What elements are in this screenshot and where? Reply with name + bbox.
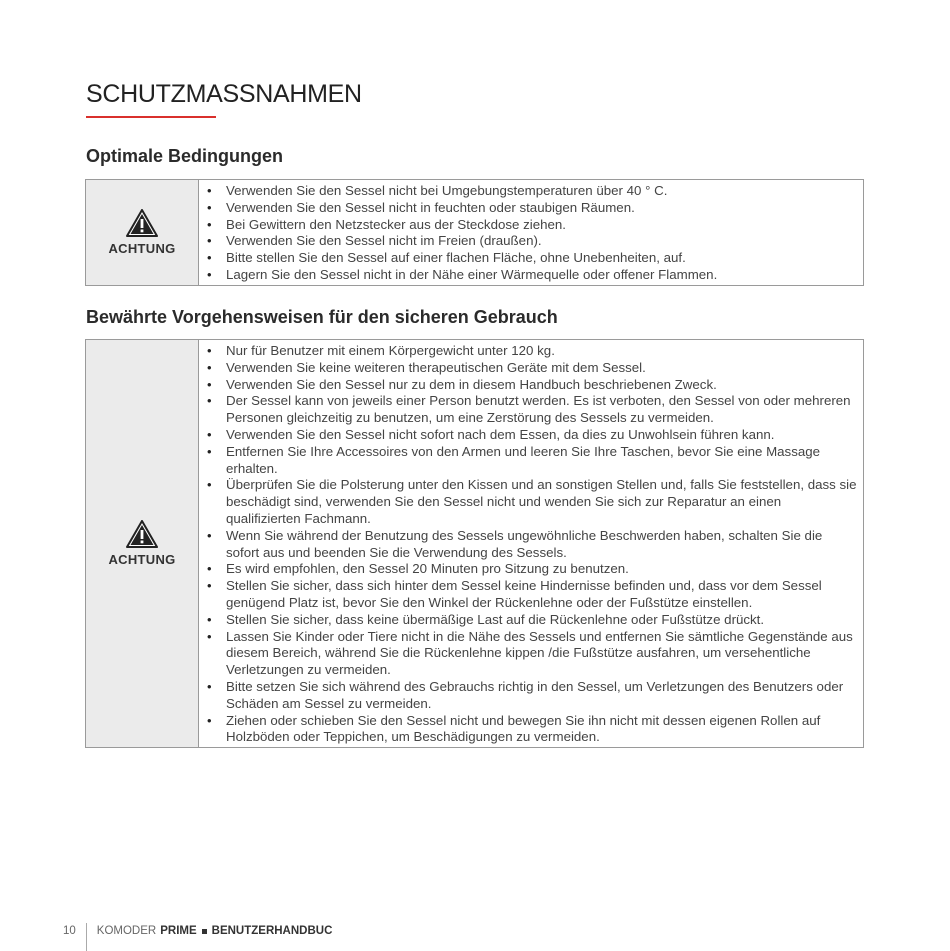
footer-brand: KOMODER [96, 925, 157, 937]
list-item: • Bitte setzen Sie sich während des Gebrauchs richtig in den Sessel, um Verletzungen des Benutzers oder Schäden am Sessel zu vermeiden. [205, 679, 857, 713]
warning-content [199, 180, 863, 285]
warning-content [199, 340, 863, 747]
list-item: • Nur für Benutzer mit einem Körpergewicht unter 120 kg. [205, 343, 857, 360]
list-item: • Verwenden Sie den Sessel nicht sofort nach dem Essen, da dies zu Unwohlsein führen kann. [205, 427, 857, 444]
warning-triangle-icon [126, 209, 158, 237]
page-title: SCHUTZMASSNAHMEN [86, 80, 362, 108]
list-item: • Überprüfen Sie die Polsterung unter den Kissen und an sonstigen Stellen und, falls Sie feststellen, dass sie beschädigt sind, verwenden Sie den Sessel nicht und wenden Sie sich zur Reparatur an einen qualifizierten Fachmann. [205, 477, 857, 527]
section-heading-optimal-conditions: Optimale Bedingungen [86, 146, 284, 166]
warning-label: ACHTUNG [108, 241, 176, 256]
bullet-list [205, 343, 857, 746]
list-item: • Lassen Sie Kinder oder Tiere nicht in die Nähe des Sessels und entfernen Sie sämtliche Gegenstände aus diesem Bereich, während Sie die Rückenlehne kippen /die Fußstütze ausfahren, um versehentliche Verletzungen zu vermeiden. [205, 629, 857, 679]
section-heading-safe-use: Bewährte Vorgehensweisen für den sicheren Gebrauch [86, 307, 558, 327]
list-item: • Stellen Sie sicher, dass keine übermäßige Last auf die Rückenlehne oder Fußstütze drückt. [205, 612, 857, 629]
list-item: • Verwenden Sie den Sessel nicht im Freien (draußen). [205, 233, 857, 250]
warning-label-cell [86, 340, 199, 747]
page-number: 10 [63, 925, 76, 937]
list-item: • Es wird empfohlen, den Sessel 20 Minuten pro Sitzung zu benutzen. [205, 561, 857, 578]
warning-triangle-icon [126, 520, 158, 548]
warning-box-safe-use [85, 339, 864, 748]
footer-model: PRIME [160, 925, 197, 937]
list-item: • Verwenden Sie keine weiteren therapeutischen Geräte mit dem Sessel. [205, 360, 857, 377]
list-item: • Verwenden Sie den Sessel nicht bei Umgebungstemperaturen über 40 ° C. [205, 183, 857, 200]
list-item: • Entfernen Sie Ihre Accessoires von den Armen und leeren Sie Ihre Taschen, bevor Sie eine Massage erhalten. [205, 444, 857, 478]
list-item: • Wenn Sie während der Benutzung des Sessels ungewöhnliche Beschwerden haben, schalten Sie die sofort aus und beenden Sie die Verwendung des Sessels. [205, 528, 857, 562]
warning-label: ACHTUNG [108, 552, 176, 567]
footer-divider [86, 923, 87, 951]
list-item: • Verwenden Sie den Sessel nicht in feuchten oder staubigen Räumen. [205, 200, 857, 217]
page-footer [63, 917, 332, 945]
list-item: • Stellen Sie sicher, dass sich hinter dem Sessel keine Hindernisse befinden und, dass vor dem Sessel genügend Platz ist, bevor Sie den Winkel der Rückenlehne oder der Fußstütze einstellen. [205, 578, 857, 612]
title-underline [86, 116, 216, 118]
list-item: • Lagern Sie den Sessel nicht in der Nähe einer Wärmequelle oder offener Flammen. [205, 267, 857, 284]
list-item: • Bei Gewittern den Netzstecker aus der Steckdose ziehen. [205, 217, 857, 234]
list-item: • Verwenden Sie den Sessel nur zu dem in diesem Handbuch beschriebenen Zweck. [205, 377, 857, 394]
bullet-list [205, 183, 857, 284]
list-item: • Ziehen oder schieben Sie den Sessel nicht und bewegen Sie ihn nicht mit dessen eigenen Rollen auf Holzböden oder Teppichen, um Beschädigungen zu vermeiden. [205, 713, 857, 747]
warning-box-optimal-conditions [85, 179, 864, 286]
square-bullet-icon [202, 929, 207, 934]
list-item: • Bitte stellen Sie den Sessel auf einer flachen Fläche, ohne Unebenheiten, auf. [205, 250, 857, 267]
warning-label-cell [86, 180, 199, 285]
footer-manual-title: BENUTZERHANDBUC [211, 925, 333, 937]
list-item: • Der Sessel kann von jeweils einer Person benutzt werden. Es ist verboten, den Sessel von oder mehreren Personen gleichzeitig zu benutzen, um eine Zerstörung des Sessels zu vermeiden. [205, 393, 857, 427]
